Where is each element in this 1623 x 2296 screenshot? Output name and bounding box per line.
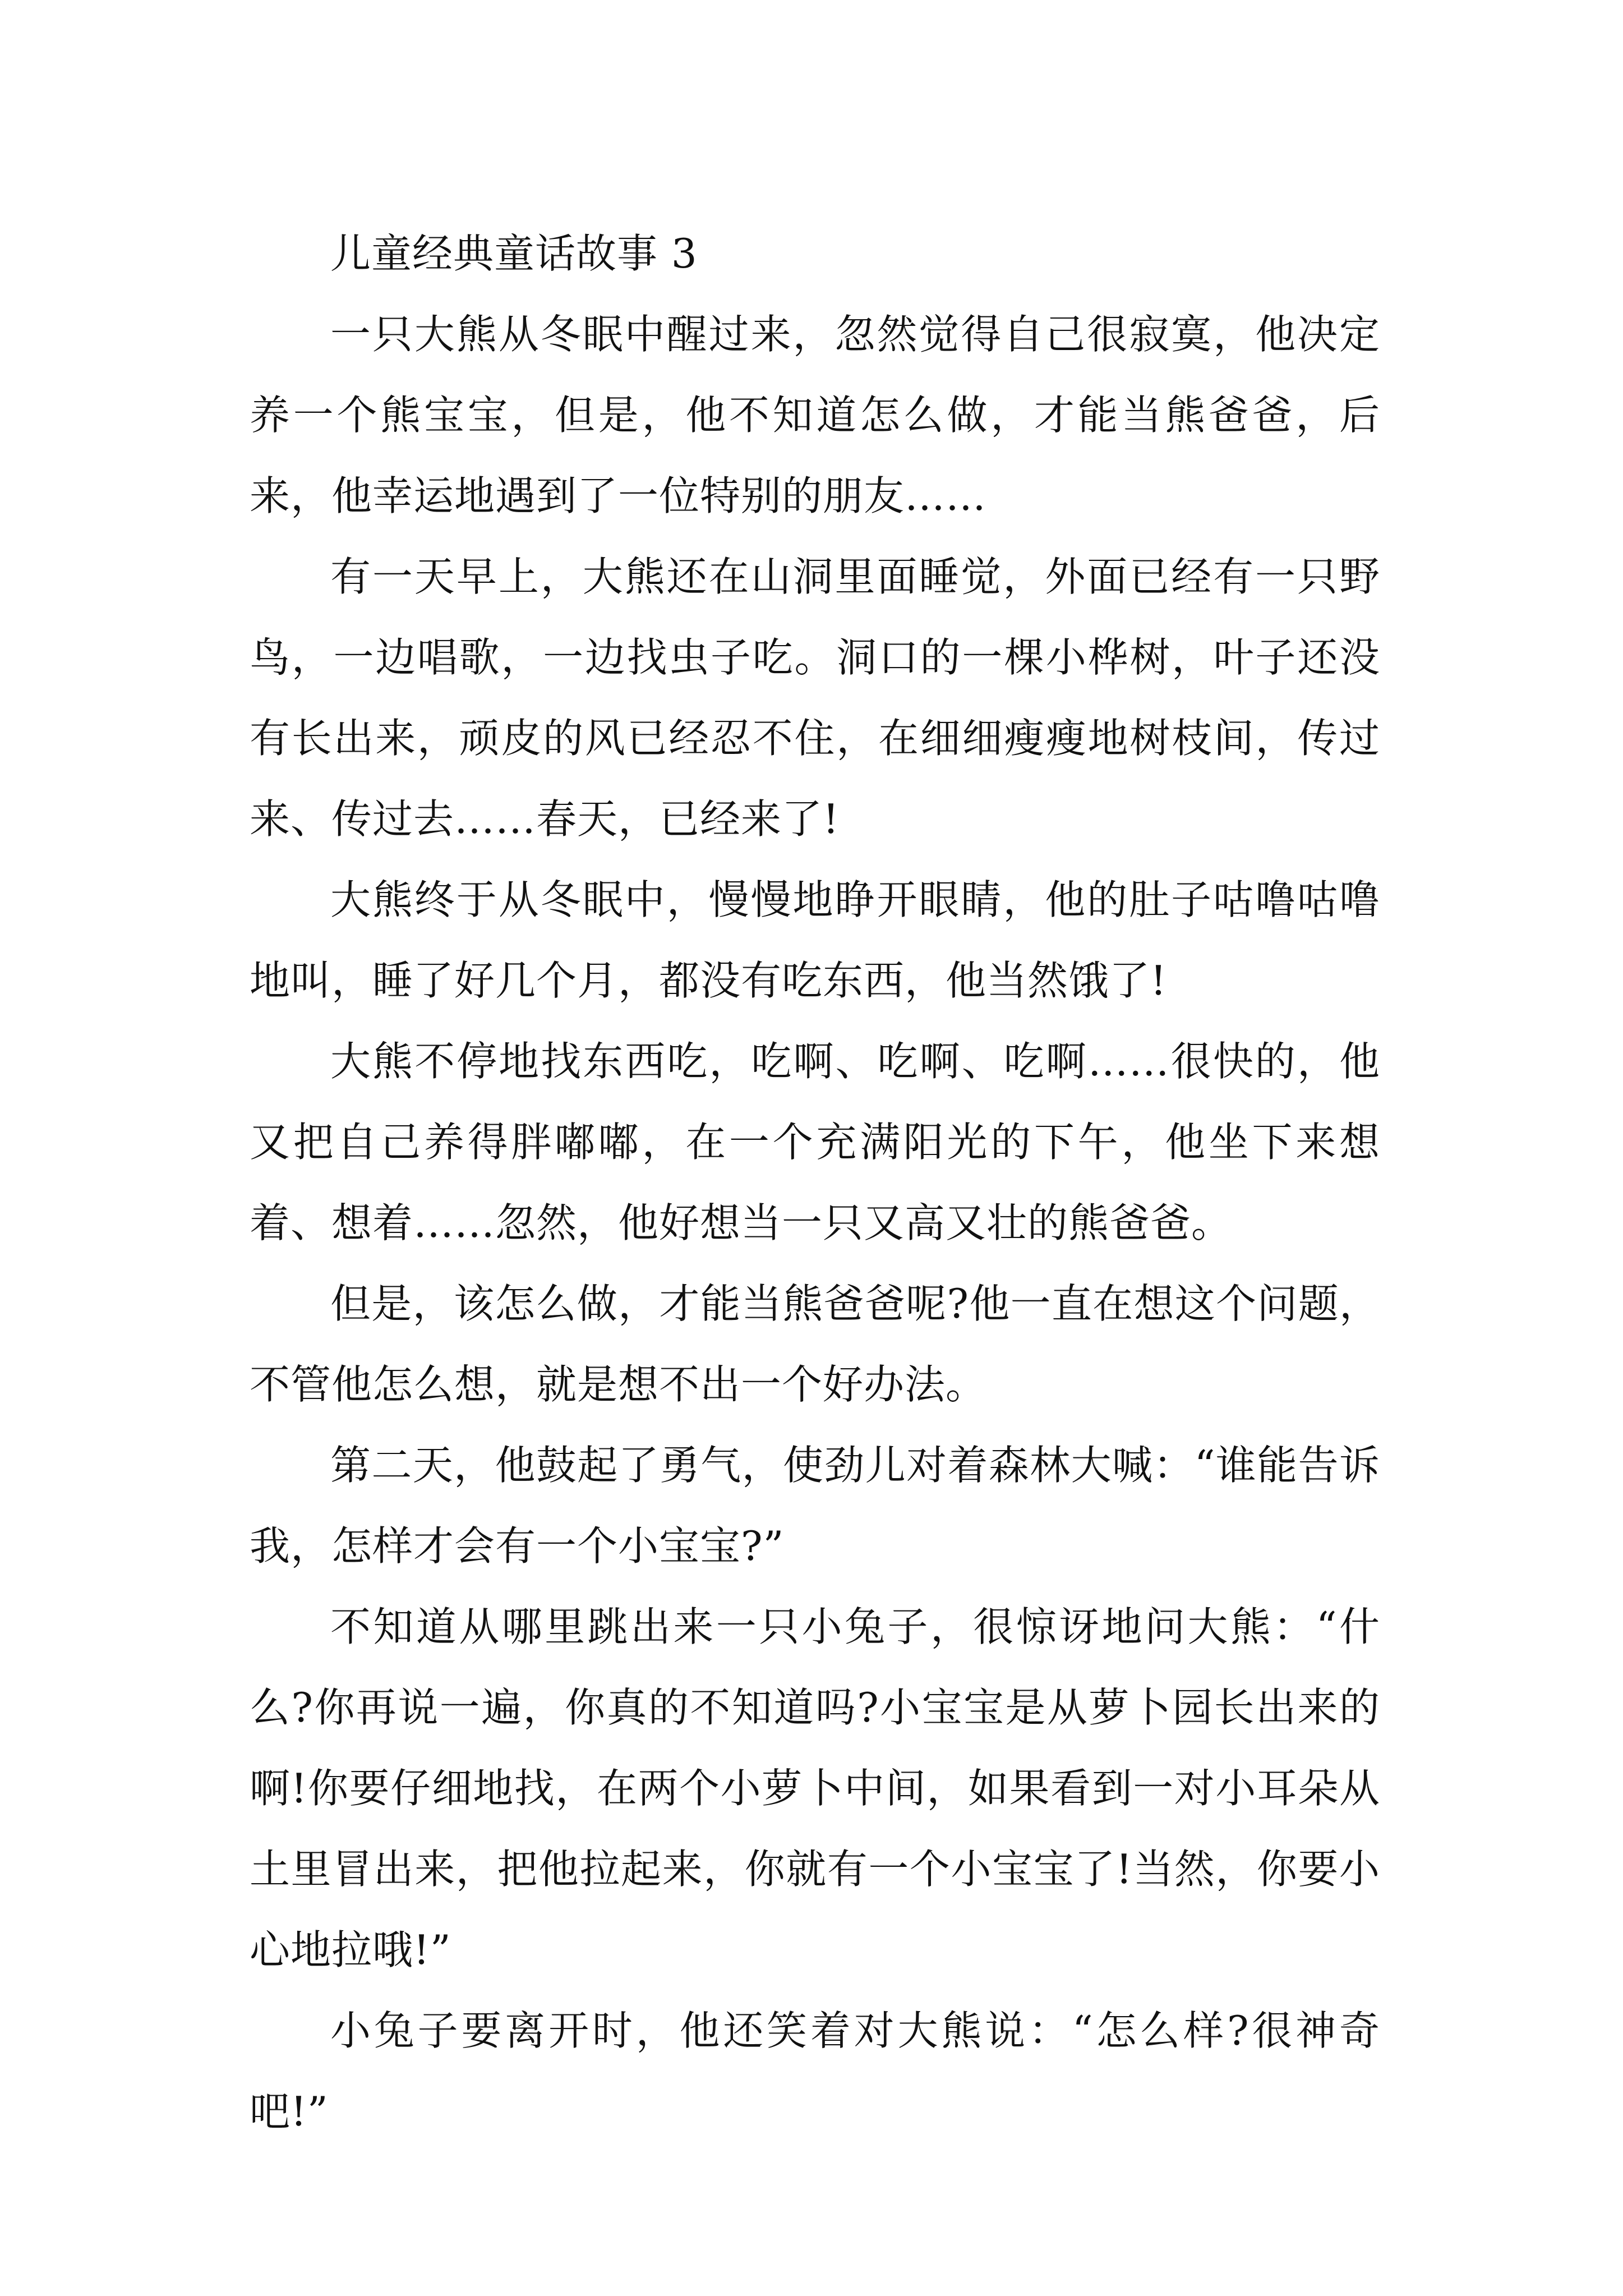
paragraph-6: 第二天，他鼓起了勇气，使劲儿对着森林大喊：“谁能告诉我，怎样才会有一个小宝宝?”	[250, 1442, 1380, 1570]
paragraph-8: 小兔子要离开时，他还笑着对大熊说：“怎么样?很神奇吧!”	[250, 2007, 1380, 2135]
paragraph-7: 不知道从哪里跳出来一只小兔子，很惊讶地问大熊：“什么?你再说一遍，你真的不知道吗?小宝宝是从萝卜园长出来的啊!你要仔细地找，在两个小萝卜中间，如果看到一对小耳朵从土里冒出来，把他拉起来，你就有一个小宝宝了!当然，你要小心地拉哦!”	[250, 1603, 1380, 1973]
paragraph-3: 大熊终于从冬眠中，慢慢地睁开眼睛，他的肚子咕噜咕噜地叫，睡了好几个月，都没有吃东西，他当然饿了!	[250, 876, 1380, 1004]
paragraph-1: 一只大熊从冬眠中醒过来，忽然觉得自己很寂寞，他决定养一个熊宝宝，但是，他不知道怎么做，才能当熊爸爸，后来，他幸运地遇到了一位特别的朋友……	[250, 311, 1380, 519]
paragraph-2: 有一天早上，大熊还在山洞里面睡觉，外面已经有一只野鸟，一边唱歌，一边找虫子吃。洞口的一棵小桦树，叶子还没有长出来，顽皮的风已经忍不住，在细细瘦瘦地树枝间，传过来、传过去……春天，已经来了!	[250, 553, 1380, 843]
paragraph-4: 大熊不停地找东西吃，吃啊、吃啊、吃啊……很快的，他又把自己养得胖嘟嘟，在一个充满阳光的下午，他坐下来想着、想着……忽然，他好想当一只又高又壮的熊爸爸。	[250, 1038, 1380, 1246]
document-title: 儿童经典童话故事 3	[330, 230, 698, 277]
document-body	[250, 213, 1380, 2152]
paragraph-5: 但是，该怎么做，才能当熊爸爸呢?他一直在想这个问题，不管他怎么想，就是想不出一个好办法。	[250, 1280, 1380, 1408]
